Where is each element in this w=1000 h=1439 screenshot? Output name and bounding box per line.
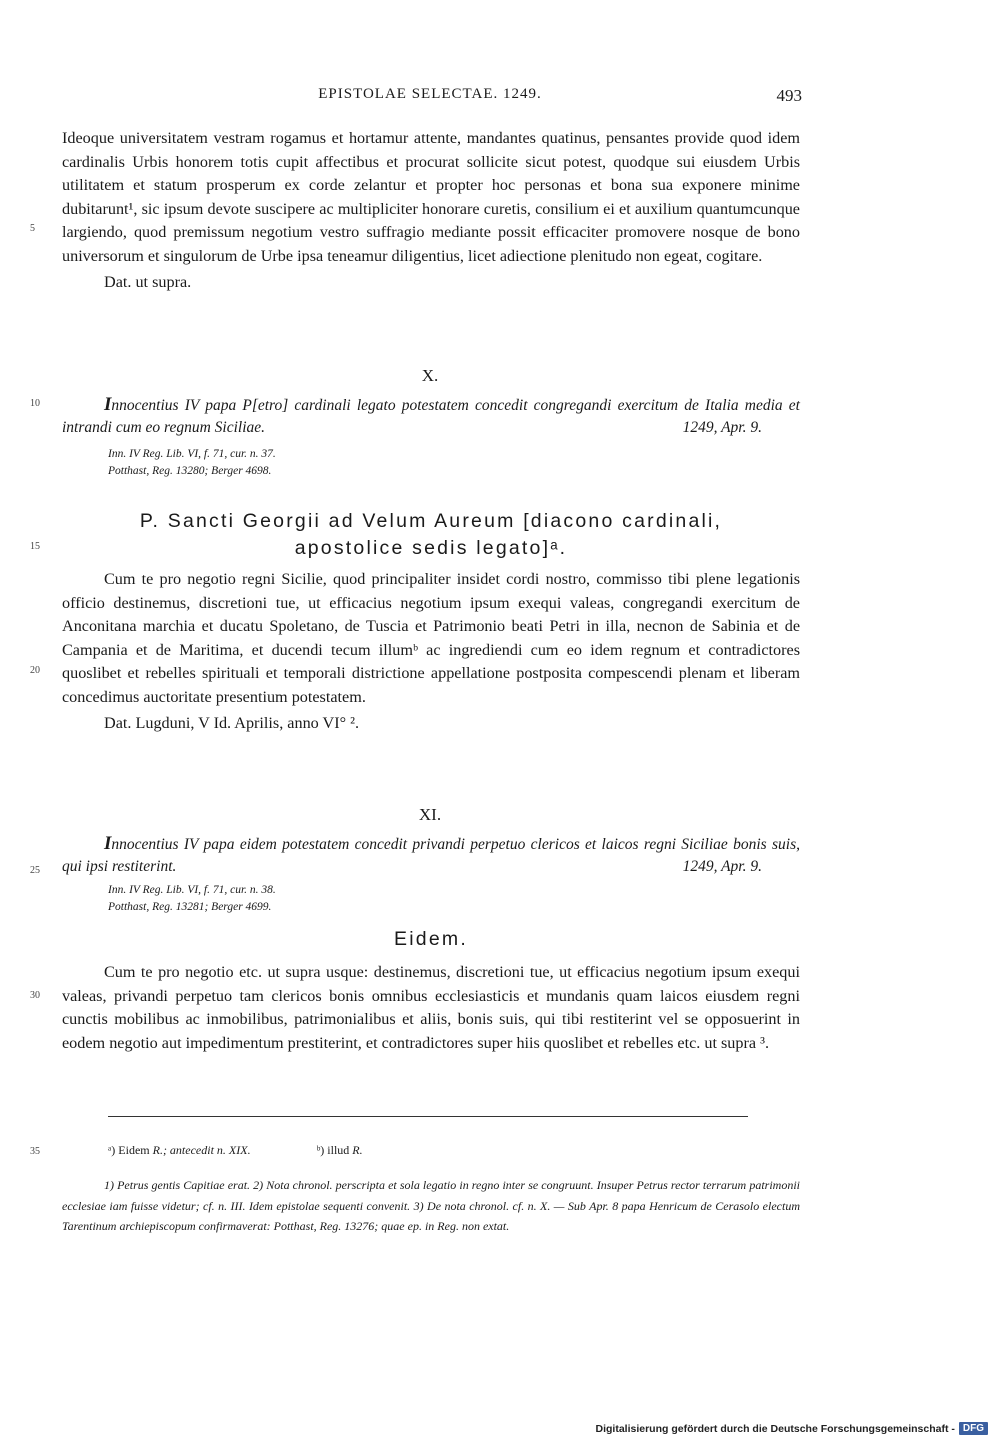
address-line: P. Sancti Georgii ad Velum Aureum [diacono cardinali, bbox=[139, 510, 723, 532]
credit-text: Digitalisierung gefördert durch die Deutsche Forschungsgemeinschaft - bbox=[595, 1422, 955, 1435]
letter-x-dat: Dat. Lugduni, V Id. Aprilis, anno VI° ². bbox=[104, 714, 360, 732]
margin-line-number: 5 bbox=[30, 223, 35, 234]
letter-x-body bbox=[62, 568, 800, 736]
source-register: Inn. IV Reg. Lib. VI, f. 71, cur. n. 37. bbox=[108, 448, 276, 460]
letter-x-sources bbox=[108, 446, 798, 480]
letter-xi-numeral: XI. bbox=[418, 805, 442, 824]
letter-x-summary bbox=[62, 394, 800, 439]
letter-x-numeral: X. bbox=[421, 366, 439, 385]
footnotes-section bbox=[62, 1175, 800, 1237]
source-potthast: Potthast, Reg. 13280; Berger 4698. bbox=[108, 465, 272, 477]
source-register: Inn. IV Reg. Lib. VI, f. 71, cur. n. 38. bbox=[108, 884, 276, 896]
address-line: apostolice sedis legato]ᵃ. bbox=[294, 537, 568, 559]
page-header bbox=[60, 86, 800, 110]
footnotes-text: 1) Petrus gentis Capitiae erat. 2) Nota chronol. perscripta et sola legatio in regno inter se congruunt. Insuper Petrus rector terrarum patrimonii ecclesiae iam fuisse videtur; cf. n. III. Idem epistolae sequenti convenit. 3) De nota chronol. cf. n. X. — Sub Apr. 8 papa Henricum de Cerasolo electum Tarentinum archiepiscopum confirmaverat: Potthast, Reg. 13276; quae ep. in Reg. non extat. bbox=[62, 1178, 800, 1233]
running-title: EPISTOLAE SELECTAE. 1249. bbox=[318, 86, 542, 102]
letter-xi-summary bbox=[62, 833, 800, 878]
summary-initial: I bbox=[104, 394, 112, 415]
margin-line-number: 15 bbox=[30, 541, 40, 552]
note-b-label: ᵇ) illud bbox=[316, 1143, 350, 1157]
letter-x-address bbox=[62, 508, 800, 562]
intro-section bbox=[62, 127, 800, 295]
note-a-text: R.; antecedit n. XIX. bbox=[152, 1143, 251, 1157]
intro-dat: Dat. ut supra. bbox=[104, 273, 192, 291]
source-potthast: Potthast, Reg. 13281; Berger 4699. bbox=[108, 901, 272, 913]
page-number: 493 bbox=[776, 86, 802, 105]
letter-x-paragraph: Cum te pro negotio regni Sicilie, quod principaliter insidet cordi nostro, commisso tibi plene legationis officio destinemus, discretioni tue, ut efficacius negotium ipsum exequi valeas, congregandi exercitum de Anconitana marchia et ducatu Spoletano, de Tuscia et Patrimonio beati Petri in illa, necnon de Sabinia et de Campania et de Maritima, et ducendi tecum illumᵇ ac ingrediendi cum eo idem regnum et contradictores quoslibet et rebelles spirituali et temporali districtione appellatione postposita compescendi plenam et liberam concedimus auctoritate presentium potestatem. bbox=[62, 570, 800, 706]
footnote-rule bbox=[108, 1116, 748, 1117]
summary-text: nnocentius IV papa eidem potestatem concedit privandi perpetuo clericos et laicos regni Siciliae bonis suis, qui ipsi restiterint. bbox=[62, 836, 800, 875]
note-b-text: R. bbox=[352, 1143, 363, 1157]
textual-notes bbox=[108, 1140, 798, 1160]
summary-date: 1249, Apr. 9. bbox=[682, 858, 762, 875]
summary-date: 1249, Apr. 9. bbox=[682, 419, 762, 436]
dfg-credit bbox=[596, 1422, 989, 1435]
margin-line-number: 10 bbox=[30, 398, 40, 409]
margin-line-number: 30 bbox=[30, 990, 40, 1001]
margin-line-number: 25 bbox=[30, 865, 40, 876]
dfg-logo-icon: DFG bbox=[959, 1422, 988, 1435]
intro-paragraph: Ideoque universitatem vestram rogamus et hortamur attente, mandantes quatinus, pensantes provide quod idem cardinalis Urbis honorem totis cupit affectibus et procurat sollicite sicut potest, quodque sui eiusdem Urbis utilitatem et statum prosperum ex corde zelantur et propter hoc personas et bona sua exponere minime dubitarunt¹, sic ipsum devote suscipere ac multipliciter honorare curetis, consilium ei et auxilium quantumcunque largiendo, quod premissum negotium vestro suffragio mediante possit efficaciter promovere nosque de bono universorum et singulorum de Urbe ipsa teneamur diligentius, licet adiectione plenitudo non egeat, cogitare. bbox=[62, 129, 800, 265]
note-a-label: ᵃ) Eidem bbox=[108, 1143, 150, 1157]
letter-xi-address: Eidem. bbox=[394, 928, 468, 950]
summary-initial: I bbox=[104, 833, 112, 854]
letter-xi-body bbox=[62, 961, 800, 1055]
margin-line-number: 35 bbox=[30, 1146, 40, 1157]
summary-text: nnocentius IV papa P[etro] cardinali legato potestatem concedit congregandi exercitum de Italia media et intrandi cum eo regnum Siciliae. bbox=[62, 397, 800, 436]
letter-xi-paragraph: Cum te pro negotio etc. ut supra usque: destinemus, discretioni tue, ut efficacius negotium ipsum exequi valeas, privandi perpetuo tam clericos bonis omnibus ecclesiasticis et mundanis quam laicos eiusdem regni cunctis mobilibus ac inmobilibus, patrimonialibus et aliis, bonis suis, qui tibi restiterint vel se opposuerint in eodem negotio aut impedimentum prestiterint, et contradictores super hiis quoslibet et rebelles etc. ut supra ³. bbox=[62, 963, 800, 1052]
margin-line-number: 20 bbox=[30, 665, 40, 676]
letter-xi-sources bbox=[108, 882, 798, 916]
